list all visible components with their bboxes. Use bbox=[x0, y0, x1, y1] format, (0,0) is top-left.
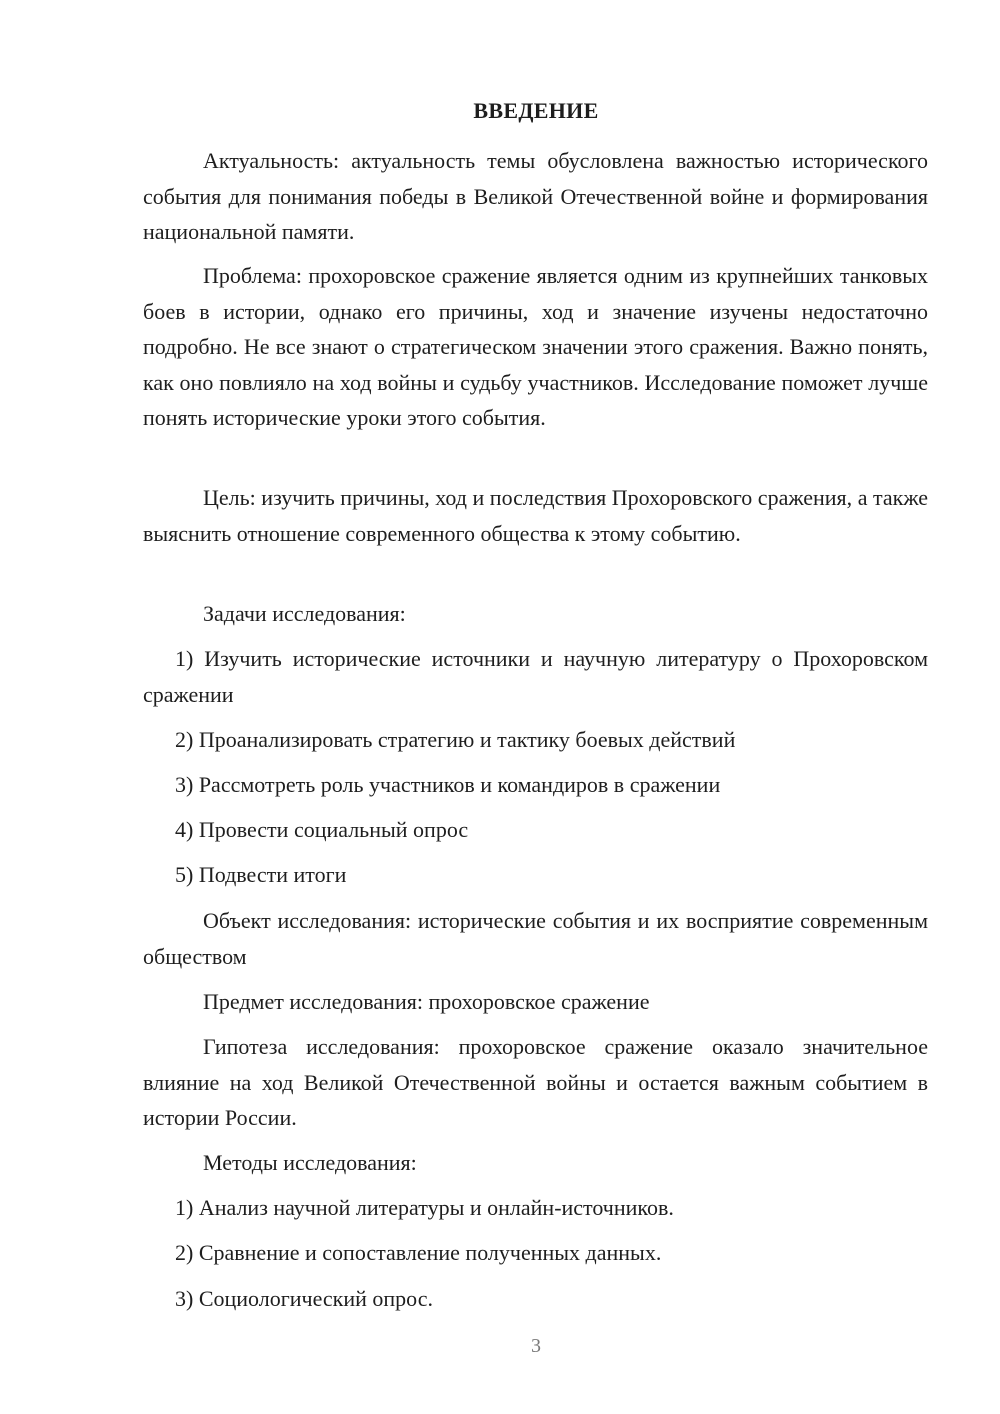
methods-heading: Методы исследования: bbox=[203, 1150, 417, 1175]
method-item-3: 3) Социологический опрос. bbox=[175, 1286, 433, 1311]
relevance-paragraph: Актуальность: актуальность темы обусловлена важностью исторического события для понимания победы в Великой Отечественной войне и формирования национальной памяти. bbox=[143, 148, 928, 244]
object-paragraph: Объект исследования: исторические события и их восприятие современным обществом bbox=[143, 908, 928, 969]
task-item-4: 4) Провести социальный опрос bbox=[175, 817, 469, 842]
task-item-5: 5) Подвести итоги bbox=[175, 862, 347, 887]
task-item-3: 3) Рассмотреть роль участников и командиров в сражении bbox=[175, 772, 721, 797]
section-heading: ВВЕДЕНИЕ bbox=[473, 98, 599, 123]
tasks-heading: Задачи исследования: bbox=[203, 601, 406, 626]
subject-paragraph: Предмет исследования: прохоровское сражение bbox=[203, 989, 650, 1014]
method-item-2: 2) Сравнение и сопоставление полученных данных. bbox=[175, 1240, 662, 1265]
method-item-1: 1) Анализ научной литературы и онлайн-источников. bbox=[175, 1195, 674, 1220]
task-item-2: 2) Проанализировать стратегию и тактику боевых действий bbox=[175, 727, 736, 752]
problem-paragraph: Проблема: прохоровское сражение является одним из крупнейших танковых боев в истории, однако его причины, ход и значение изучены недостаточно подробно. Не все знают о стратегическом значении этого сражения. Важно понять, как оно повлияло на ход войны и судьбу участников. Исследование поможет лучше понять исторические уроки этого события. bbox=[143, 263, 928, 430]
page-number: 3 bbox=[531, 1335, 541, 1357]
task-item-1: 1) Изучить исторические источники и научную литературу о Прохоровском сражении bbox=[143, 646, 928, 707]
hypothesis-paragraph: Гипотеза исследования: прохоровское сражение оказало значительное влияние на ход Великой Отечественной войны и остается важным событием в истории России. bbox=[143, 1034, 928, 1130]
goal-paragraph: Цель: изучить причины, ход и последствия Прохоровского сражения, а также выяснить отношение современного общества к этому событию. bbox=[143, 485, 928, 546]
